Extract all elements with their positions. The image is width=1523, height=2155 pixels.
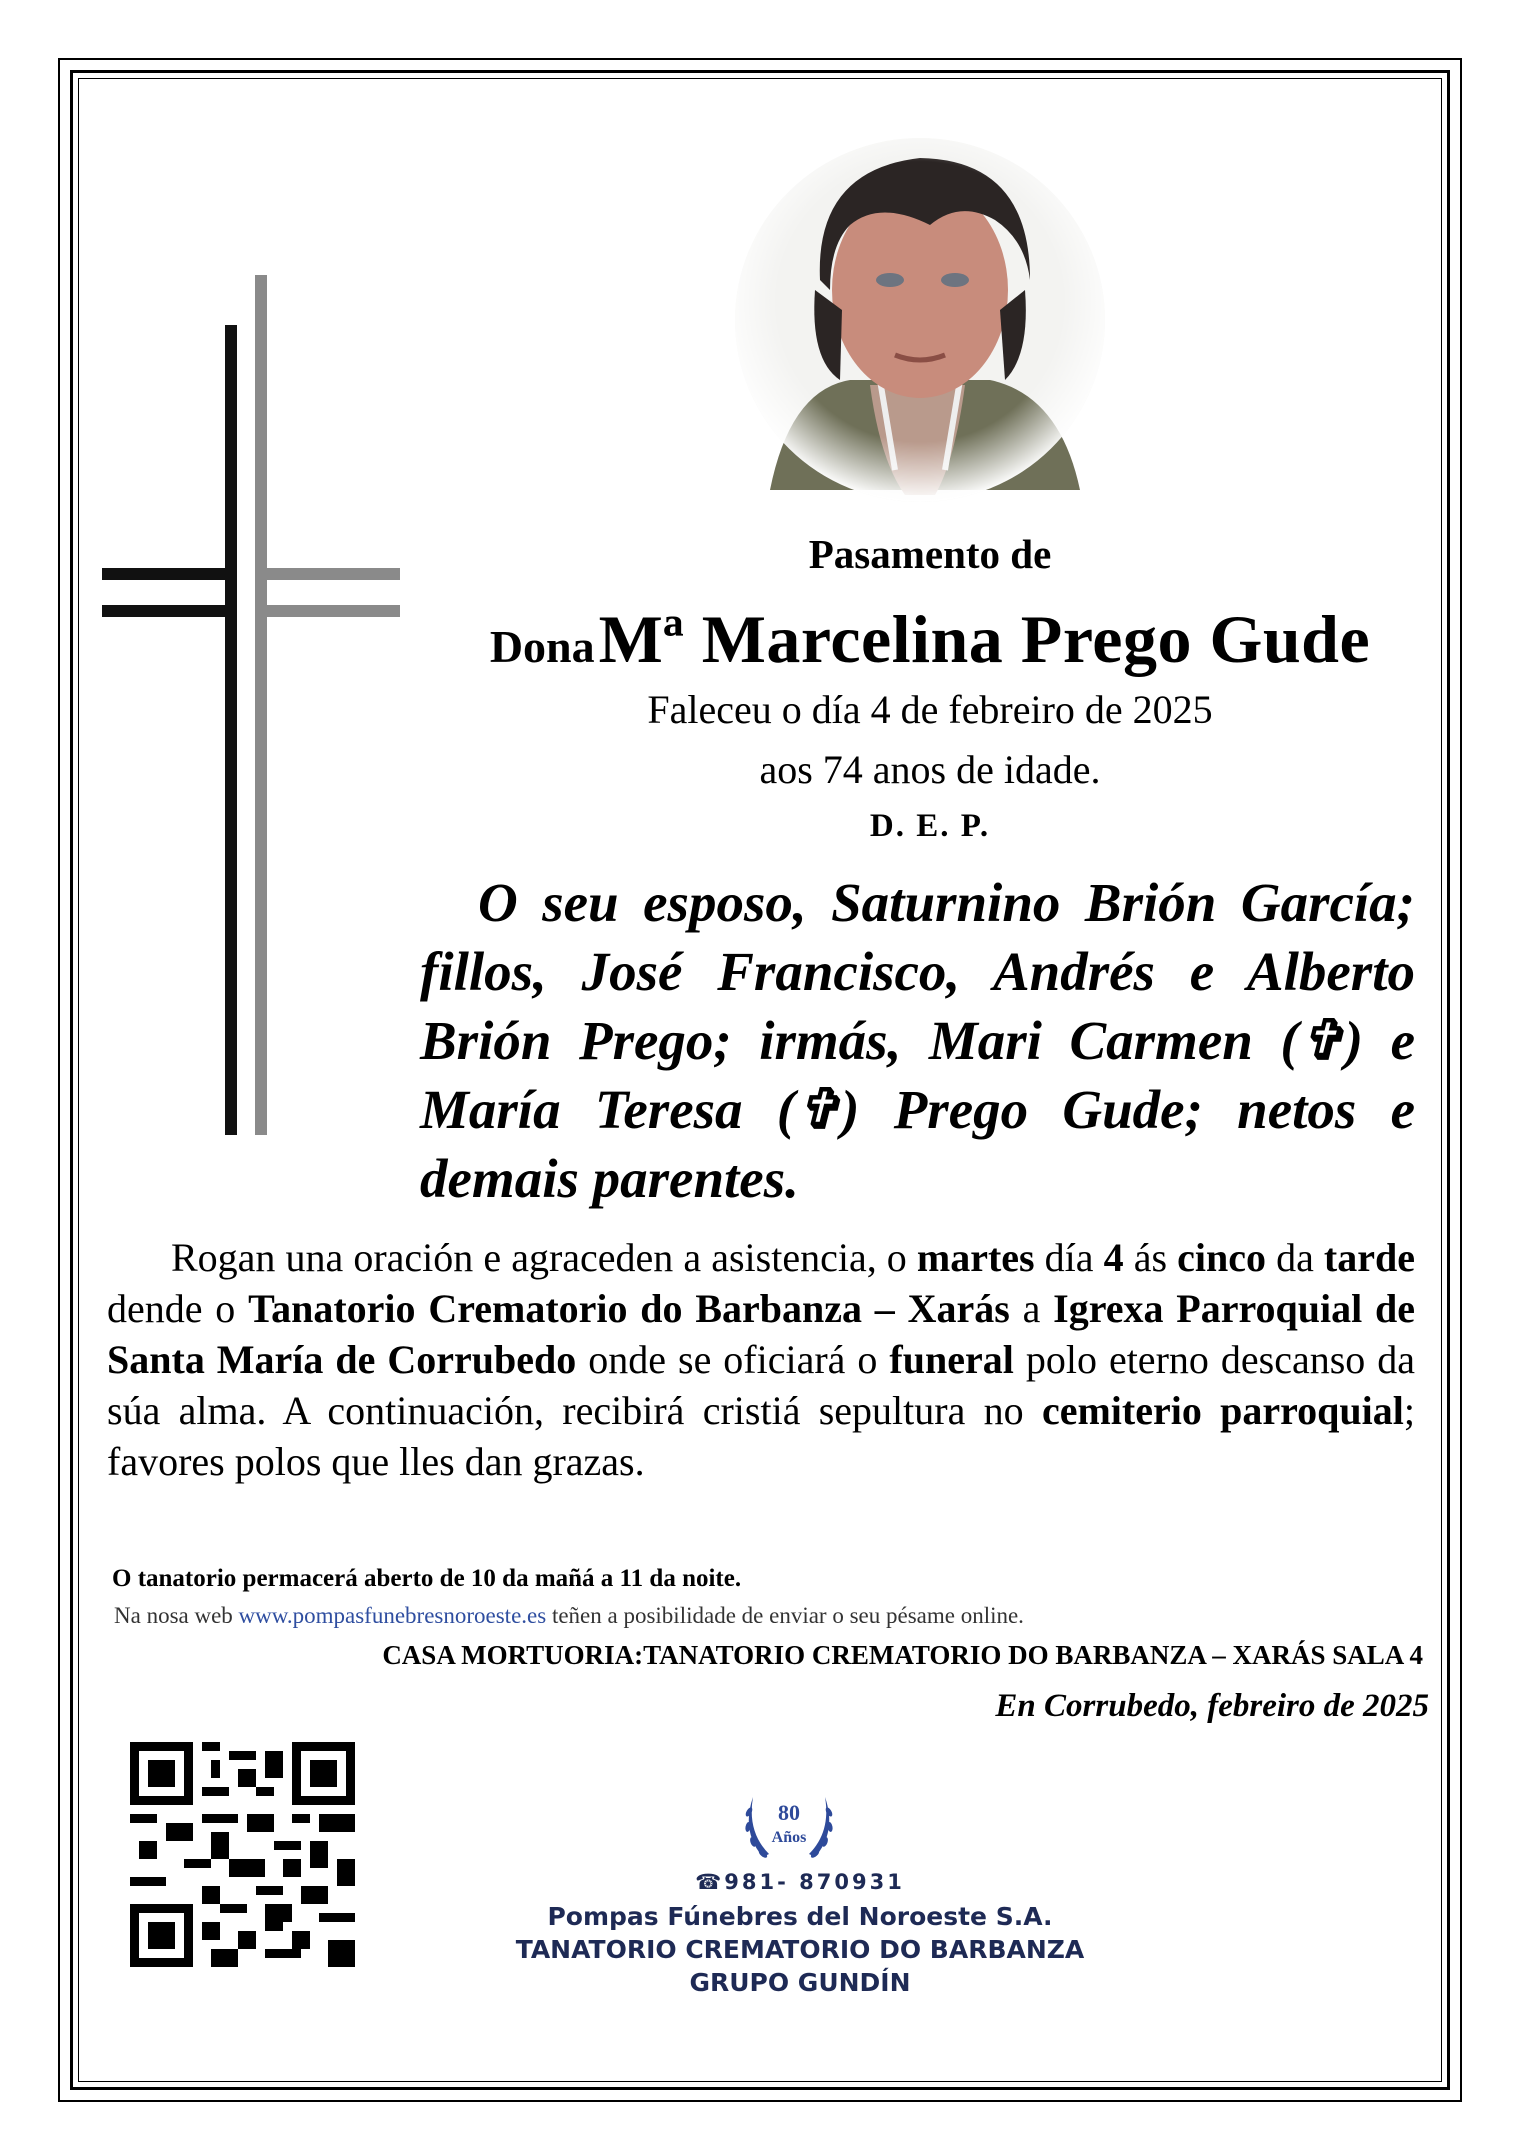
text-run: a [1009,1286,1054,1331]
age: aos 74 anos de idade. [759,747,1101,792]
bold-run: cemiterio parroquial [1041,1388,1404,1433]
name-prefix: Dona [489,621,595,672]
family-text [420,868,1415,1213]
death-date: Faleceu o día 4 de febreiro de 2025 [647,687,1213,732]
bold-run: 4 [1103,1235,1124,1280]
company-tanatorio: TANATORIO CREMATORIO DO BARBANZA [515,1935,1085,1964]
text-run: ; favores polos que lles dan grazas. [107,1388,1415,1484]
bold-run: cinco [1177,1235,1266,1280]
rip: D. E. P. [869,808,991,844]
place-date: En Corrubedo, febreiro de 2025 [995,1688,1429,1724]
cross-icon [100,275,400,1135]
text-run: Rogan una oración e agraceden a asistencia, o [171,1235,917,1280]
logo-number: 80 [778,1800,800,1825]
heading: Pasamento de [808,531,1052,577]
service-text [107,1232,1415,1487]
web-note [114,1603,1024,1629]
deceased-name [420,600,1440,679]
text-run: Na nosa web [114,1603,239,1628]
80-years-logo [733,1772,845,1872]
qr-code[interactable] [130,1742,355,1967]
company-name: Pompas Fúnebres del Noroeste S.A. [547,1902,1053,1931]
name-full: Mª Marcelina Prego Gude [598,601,1371,677]
text-run: dende o [107,1286,249,1331]
company-info [400,1900,1200,1999]
casa-mortuoria: CASA MORTUORIA:TANATORIO CREMATORIO DO BARBANZA – XARÁS SALA 4 [382,1640,1423,1670]
bold-run: tarde [1323,1235,1415,1280]
text-run: polo eterno descanso da súa alma. A continuación, recibirá cristiá sepultura no [107,1337,1416,1433]
company-group: GRUPO GUNDÍN [689,1968,911,1997]
portrait-photo [730,130,1110,505]
bold-run: funeral [889,1337,1014,1382]
text-run: ás [1123,1235,1178,1280]
bold-run: Tanatorio Crematorio do Barbanza – Xarás [248,1286,1010,1331]
text-run: teñen a posibilidade de enviar o seu pésame online. [546,1603,1024,1628]
website-link[interactable]: www.pompasfunebresnoroeste.es [238,1603,547,1628]
text-run: onde se oficiará o [576,1337,890,1382]
bold-run: martes [916,1235,1035,1280]
bold-run: Igrexa Parroquial de Santa María de Corrubedo [107,1286,1415,1382]
family-names: O seu esposo, Saturnino Brión García; fillos, José Francisco, Andrés e Alberto Brión Prego; irmás, Mari Carmen (✞) e María Teresa (✞) Prego Gude; netos e demais parentes. [420,872,1415,1209]
phone-number: ☎981- 870931 [695,1870,905,1894]
text-run: día [1034,1235,1104,1280]
text-run: da [1265,1235,1324,1280]
logo-label: Años [771,1829,807,1846]
opening-hours: O tanatorio permacerá aberto de 10 da mañá a 11 da noite. [112,1565,742,1592]
